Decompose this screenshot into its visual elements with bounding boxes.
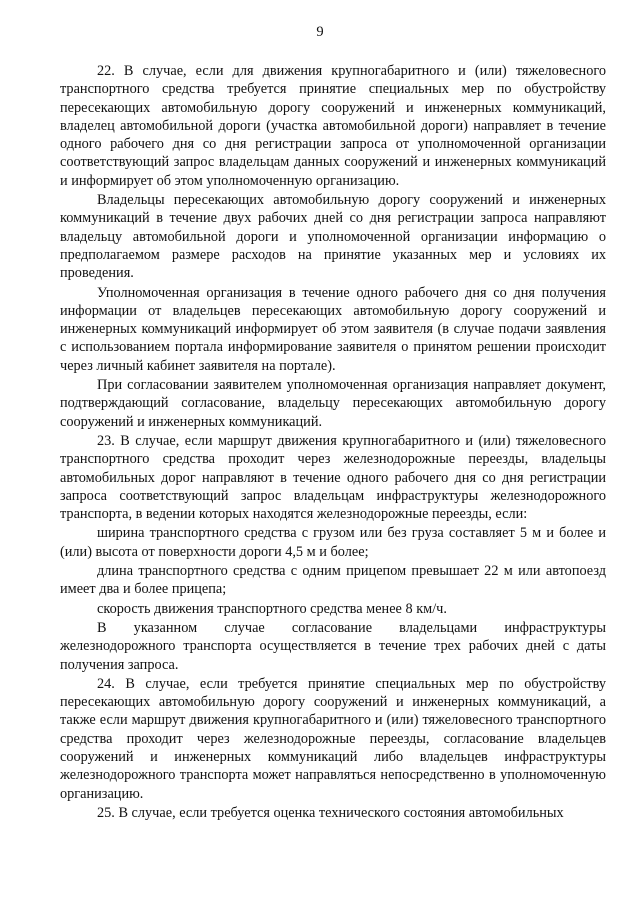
paragraph-length-condition: длина транспортного средства с одним прицепом превышает 22 м или автопоезд имеет два и более прицепа;: [60, 563, 606, 598]
paragraph-railway-approval: В указанном случае согласование владельцами инфраструктуры железнодорожного транспорта осуществляется в течение трех рабочих дней с даты получения запроса.: [60, 619, 606, 673]
page-number: 9: [316, 24, 324, 40]
document-body: [60, 62, 606, 822]
paragraph-width-condition: ширина транспортного средства с грузом или без груза составляет 5 м и более и (или) высота от поверхности дороги 4,5 м и более;: [60, 525, 606, 560]
paragraph-22: 22. В случае, если для движения крупногабаритного и (или) тяжеловесного транспортного средства требуется принятие специальных мер по обустройству пересекающих автомобильную дорогу сооружений и инженерных коммуникаций, владелец автомобильной дороги (участка автомобильной дороги) направляет в течение одного рабочего дня со дня регистрации запроса от уполномоченной организации соответствующий запрос владельцам данных сооружений и инженерных коммуникаций и информирует об этом уполномоченную организацию.: [60, 63, 606, 189]
paragraph-23: 23. В случае, если маршрут движения крупногабаритного и (или) тяжеловесного транспортного средства проходит через железнодорожные переезды, владельцы автомобильных дорог направляют в течение одного рабочего дня со дня регистрации запроса соответствующий запрос владельцам инфраструктуры железнодорожного транспорта, в ведении которых находятся железнодорожные переезды, если:: [60, 432, 606, 523]
paragraph-approval: При согласовании заявителем уполномоченная организация направляет документ, подтверждающий согласование, владельцу пересекающих автомобильную дорогу сооружений и инженерных коммуникаций.: [60, 377, 606, 430]
paragraph-owners-info: Владельцы пересекающих автомобильную дорогу сооружений и инженерных коммуникаций в течение двух рабочих дней со дня регистрации запроса направляют владельцу автомобильной дороги и уполномоченной организации информацию о предполагаемом размере расходов на принятие указанных мер и условиях их проведения.: [60, 192, 606, 282]
paragraph-25: 25. В случае, если требуется оценка технического состояния автомобильных: [97, 804, 564, 821]
paragraph-speed-condition: скорость движения транспортного средства менее 8 км/ч.: [97, 600, 447, 617]
paragraph-24: 24. В случае, если требуется принятие специальных мер по обустройству пересекающих автомобильную дорогу сооружений и инженерных коммуникаций, а также если маршрут движения крупногабаритного и (или) тяжеловесного транспортного средства проходит через железнодорожные переезды, согласование владельцев сооружений и инженерных коммуникаций либо владельцев инфраструктуры железнодорожного транспорта может направляться непосредственно в уполномоченную организацию.: [60, 675, 606, 802]
paragraph-authorized-org: Уполномоченная организация в течение одного рабочего дня со дня получения информации от владельцев пересекающих автомобильную дорогу сооружений и инженерных коммуникаций информирует об этом заявителя (в случае подачи заявления с использованием портала информирование заявителя о принятом решении происходит через личный кабинет заявителя на портале).: [60, 284, 606, 374]
